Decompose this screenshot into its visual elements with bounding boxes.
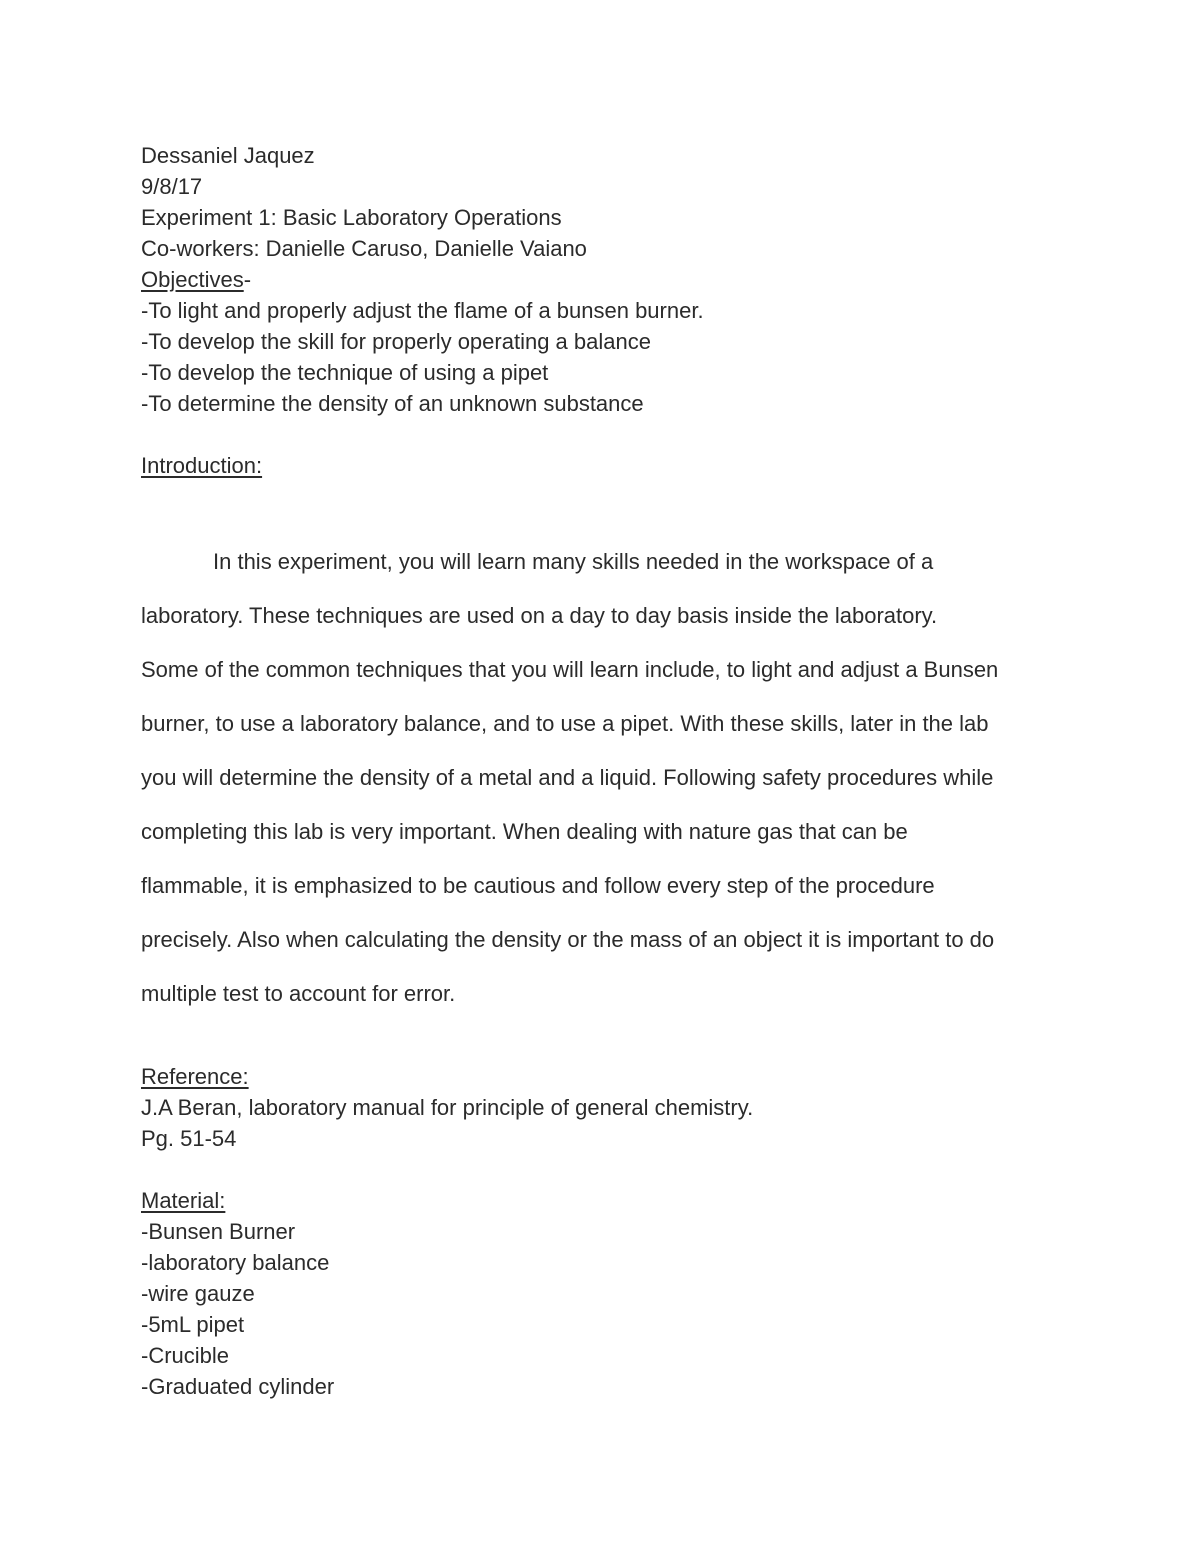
material-heading: Material: xyxy=(141,1188,226,1213)
reference-line: J.A Beran, laboratory manual for principle of general chemistry. xyxy=(141,1095,754,1120)
experiment-title: Experiment 1: Basic Laboratory Operations xyxy=(141,205,562,230)
material-item: -Bunsen Burner xyxy=(141,1219,296,1244)
introduction-line: multiple test to account for error. xyxy=(141,981,456,1006)
material-heading-line xyxy=(141,1185,1071,1216)
introduction-paragraph xyxy=(141,535,1071,1021)
material-item: -wire gauze xyxy=(141,1281,255,1306)
reference-line: Pg. 51-54 xyxy=(141,1126,237,1151)
objective-item: -To develop the skill for properly operating a balance xyxy=(141,329,651,354)
objective-item: -To develop the technique of using a pipet xyxy=(141,360,549,385)
objective-item: -To light and properly adjust the flame of a bunsen burner. xyxy=(141,298,704,323)
material-item: -Graduated cylinder xyxy=(141,1374,335,1399)
introduction-line: completing this lab is very important. When dealing with nature gas that can be xyxy=(141,819,908,844)
introduction-line: laboratory. These techniques are used on a day to day basis inside the laboratory. xyxy=(141,603,938,628)
report-date: 9/8/17 xyxy=(141,174,203,199)
material-item: -Crucible xyxy=(141,1343,230,1368)
objectives-heading-line xyxy=(141,264,1071,295)
objective-item: -To determine the density of an unknown substance xyxy=(141,391,644,416)
introduction-line: flammable, it is emphasized to be cautious and follow every step of the procedure xyxy=(141,873,935,898)
spacer xyxy=(141,1021,1071,1061)
reference-heading: Reference: xyxy=(141,1064,249,1089)
author-name: Dessaniel Jaquez xyxy=(141,143,315,168)
document-body xyxy=(141,140,1071,1402)
coworkers-line: Co-workers: Danielle Caruso, Danielle Vaiano xyxy=(141,236,587,261)
introduction-heading-line xyxy=(141,450,1071,481)
introduction-line: Some of the common techniques that you will learn include, to light and adjust a Bunsen xyxy=(141,657,999,682)
introduction-heading: Introduction: xyxy=(141,453,263,478)
introduction-line: you will determine the density of a metal and a liquid. Following safety procedures while xyxy=(141,765,994,790)
introduction-line: precisely. Also when calculating the density or the mass of an object it is important to do xyxy=(141,927,995,952)
objectives-heading-suffix: - xyxy=(243,267,252,292)
material-item: -laboratory balance xyxy=(141,1250,330,1275)
introduction-line: burner, to use a laboratory balance, and to use a pipet. With these skills, later in the lab xyxy=(141,711,989,736)
spacer xyxy=(141,419,1071,450)
introduction-line: In this experiment, you will learn many skills needed in the workspace of a xyxy=(213,549,934,574)
spacer xyxy=(141,1154,1071,1185)
material-item: -5mL pipet xyxy=(141,1312,245,1337)
reference-heading-line xyxy=(141,1061,1071,1092)
objectives-heading: Objectives xyxy=(141,267,244,292)
